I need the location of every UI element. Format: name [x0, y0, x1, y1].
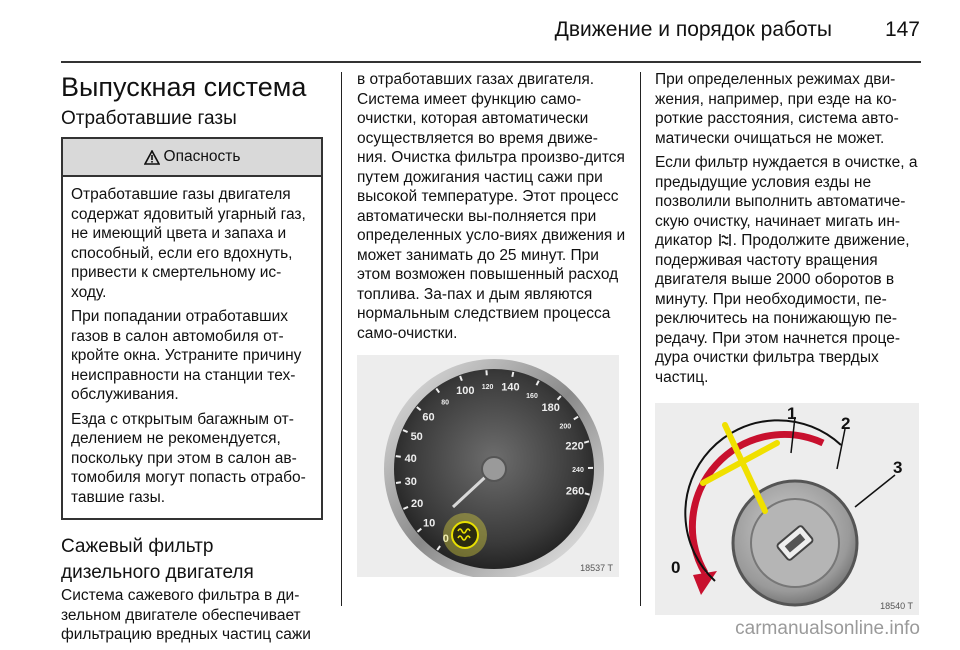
warning-header [63, 139, 321, 177]
section-title: Выпускная система [61, 70, 323, 104]
speed-tick [396, 482, 401, 483]
watermark: carmanualsonline.info [735, 618, 920, 640]
speed-label: 80 [441, 400, 449, 407]
speed-tick [512, 372, 513, 377]
header-rule [61, 61, 921, 63]
figure-number: 18537 T [580, 563, 613, 573]
speed-tick [584, 441, 589, 442]
speed-label: 260 [566, 486, 584, 498]
header-title: Движение и порядок работы [555, 18, 832, 42]
col3-paragraph-2 [655, 153, 921, 387]
page-header [0, 14, 960, 44]
subsection-exhaust-title: Отработавшие газы [61, 106, 323, 132]
filter-paragraph: Система сажевого фильтра в ди-зельном двигателе обеспечивает фильтрацию вредных частиц сажи [61, 586, 323, 645]
speed-label: 220 [565, 441, 583, 453]
filter-paragraph-continued: в отработавших газах двигателя. Система имеет функцию само-очистки, которая автоматически осуществляется во время движе-ния. Очистка фильтра произво-дится путем дожигания частиц сажи при высокой температуре. Этот процесс автоматически вы-полняется при определенных усло-виях движения и может занимать до 25 минут. При этом возможен повышенный расход топлива. За-пах и дым являются нормальным следствием процесса само-очистки. [357, 70, 627, 343]
speedometer-figure [357, 355, 619, 577]
speed-label: 100 [456, 385, 474, 397]
speed-tick [585, 493, 590, 494]
warning-paragraph: Отработавшие газы двигателя содержат ядовитый угарный газ, не имеющий цвета и запаха и способный, если его вдохнуть, привести к смертельному ис-ходу. [71, 185, 313, 302]
speedometer-illustration [357, 355, 619, 577]
figure-number: 18540 T [880, 601, 913, 611]
subsection-filter-title [61, 534, 323, 586]
warning-paragraph: При попадании отработавших газов в салон автомобиля от-кройте окна. Устраните причину неисправности на станции тех-обслуживания. [71, 307, 313, 405]
column-divider [640, 72, 641, 606]
speed-label: 60 [422, 411, 434, 423]
col3-paragraph-1: При определенных режимах дви-жения, например, при езде на ко-роткие расстояния, система авто-матически очищаться не может. [655, 70, 921, 148]
dpf-warning-indicator [443, 513, 487, 557]
warning-heading: Опасность [164, 148, 241, 166]
speed-label: 160 [526, 393, 538, 400]
col3-paragraph-2-start: Если фильтр нуждается в очистке, а предыдущие условия езды не позволили выполнить автоматиче-скую очистку, начинает мигать ин-дикатор [655, 154, 917, 249]
warning-triangle-icon [144, 150, 160, 165]
ignition-illustration [655, 403, 919, 615]
column-3 [655, 70, 921, 615]
speed-label: 180 [542, 402, 560, 414]
warning-body [63, 177, 321, 518]
speed-label: 0 [443, 533, 449, 545]
warning-box [61, 137, 323, 520]
callout-2: 2 [841, 414, 850, 433]
subsection-filter-line1: Сажевый фильтр [61, 536, 213, 557]
speed-label: 50 [411, 431, 423, 443]
speed-label: 30 [405, 476, 417, 488]
speed-label: 40 [405, 453, 417, 465]
subsection-filter-line2: дизельного двигателя [61, 562, 254, 583]
column-1 [61, 70, 323, 650]
column-divider [341, 72, 342, 606]
callout-0: 0 [671, 558, 680, 577]
warning-paragraph: Езда с открытым багажным от-делением не рекомендуется, поскольку при этом в салон ав-томобиля могут попасть отрабо-тавшие газы. [71, 410, 313, 508]
callout-1: 1 [787, 404, 796, 423]
speed-tick [396, 456, 401, 457]
col3-paragraph-2-end: . Продолжите движение, подерживая частоту вращения двигателя выше 2000 оборотов в минуту. При необходимости, пе-реключитесь на понижающую пе-редачу. При этом начнется проце-дура очистки фильтра твердых частиц. [655, 232, 910, 386]
speed-label: 120 [482, 384, 494, 391]
speed-label: 20 [411, 498, 423, 510]
speed-label: 10 [423, 517, 435, 529]
ignition-figure [655, 403, 919, 615]
dpf-indicator-icon [717, 233, 733, 247]
callout-3: 3 [893, 458, 902, 477]
speed-label: 240 [572, 467, 584, 474]
speed-label: 200 [559, 424, 571, 431]
page-number: 147 [885, 18, 920, 42]
column-2 [357, 70, 627, 577]
speed-label: 140 [501, 382, 519, 394]
